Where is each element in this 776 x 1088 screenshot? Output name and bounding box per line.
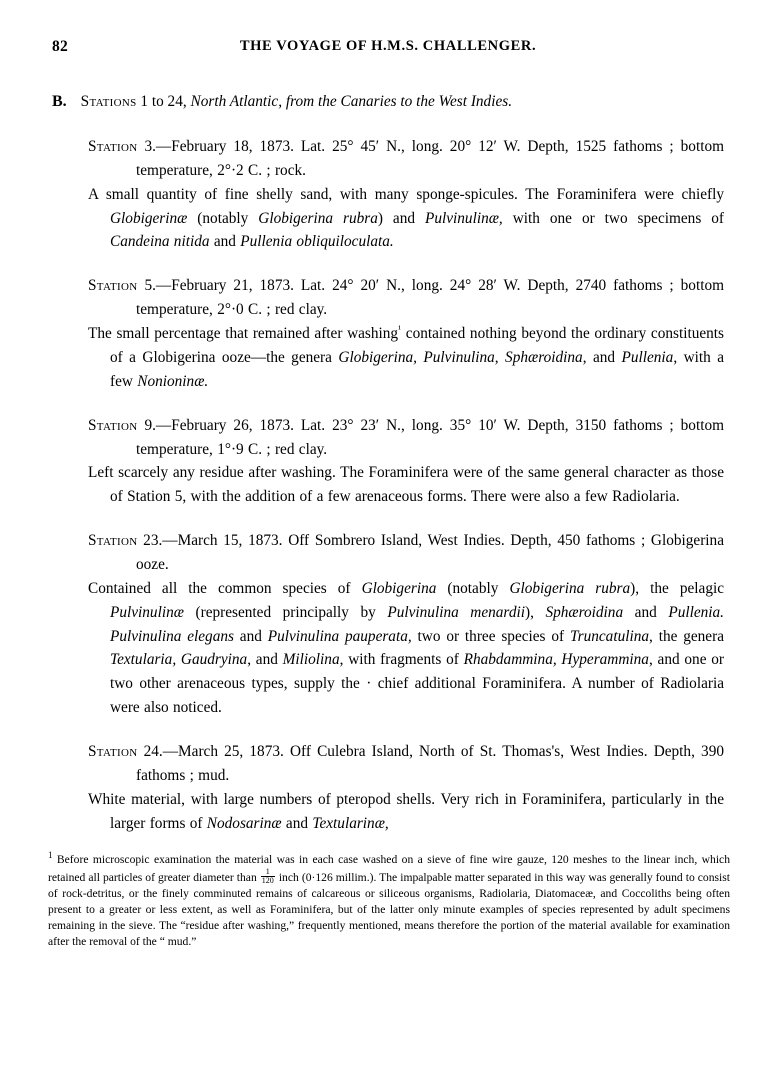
station-body-seg: Nonioninæ. — [137, 372, 209, 390]
station-body-seg: and — [209, 233, 241, 251]
station-label: Station — [88, 532, 138, 550]
page-number: 82 — [52, 38, 68, 55]
station-body-seg: and — [233, 627, 268, 645]
page-header — [0, 38, 776, 60]
station-body-seg: Rhabdammina, Hyperammina — [463, 651, 649, 669]
station-heading — [88, 414, 724, 462]
station-entry — [88, 529, 724, 720]
station-body-seg: Pullenia obliquiloculata. — [240, 233, 394, 251]
station-body-seg: Left scarcely any residue after washing. The Foraminifera were of the same general character as those of Station 5, with the addition of a few arenaceous forms. There were also a few Radiolaria. — [88, 464, 724, 506]
station-body-seg: White material, with large numbers of pteropod shells. Very rich in Foraminifera, particularly in the larger forms of — [88, 790, 724, 832]
station-body-seg: ) and — [377, 209, 425, 227]
station-body-seg: Textularinæ, — [312, 814, 389, 832]
station-body-seg: contained nothing beyond the ordinary constituents of a Globigerina ooze—the genera — [110, 325, 724, 366]
section-label-smallcaps: Stations — [80, 93, 137, 110]
station-body-seg: , the genera — [649, 627, 724, 645]
footnote-marker: 1 — [48, 850, 53, 861]
station-label: Station — [88, 277, 138, 295]
station-body-seg: , and — [582, 348, 622, 366]
footnote-text-part1: Before microscopic examination the material was in each case washed on a sieve of fine wire gauze, 120 meshes to the linear inch, which retained all particles of greater diameter than — [48, 853, 730, 885]
station-body-seg: two or three species of — [411, 627, 570, 645]
station-body-seg: Pulvinulinæ, — [425, 209, 503, 227]
section-label-rest: 1 to 24, — [140, 93, 187, 110]
station-body — [88, 322, 724, 394]
station-body-seg: ), the pelagic — [630, 579, 725, 597]
station-body-seg: (notably — [436, 579, 510, 597]
station-heading — [88, 740, 724, 788]
station-body-seg: Miliolina — [282, 651, 340, 669]
station-body-seg: Pulvinulina pauperata, — [267, 627, 412, 645]
station-label: Station — [88, 742, 138, 760]
station-body — [88, 461, 724, 509]
station-head-text: March 15, 1873. Off Sombrero Island, West Indies. Depth, 450 fathoms ; Globigerina ooze. — [136, 532, 724, 573]
station-body-seg: A small quantity of fine shelly sand, with many sponge-spicules. The Foraminifera were chiefly — [88, 185, 724, 203]
section-label-italic: North Atlantic, from the Canaries to the West Indies. — [190, 93, 513, 110]
station-body-seg: Truncatulina — [569, 627, 650, 645]
station-body-seg: Pullenia — [621, 348, 674, 366]
station-entry — [88, 135, 724, 254]
station-body-seg: Globigerinæ — [110, 209, 188, 227]
station-body-seg: , and one or two other arenaceous types, supply the · chief additional Foraminifera. A number of Radiolaria were also noticed. — [110, 651, 724, 717]
station-body-seg: Nodosarinæ — [206, 814, 282, 832]
station-head-text: February 18, 1873. Lat. 25° 45′ N., long. 20° 12′ W. Depth, 1525 fathoms ; bottom temperature, 2°·2 C. ; rock. — [136, 137, 724, 179]
station-head-text: February 21, 1873. Lat. 24° 20′ N., long. 24° 28′ W. Depth, 2740 fathoms ; bottom temperature, 2°·0 C. ; red clay. — [136, 277, 724, 319]
station-number: 23.— — [143, 532, 178, 550]
station-number: 9.— — [144, 416, 172, 434]
station-body-seg: Pulvinulinæ — [110, 603, 184, 621]
section-heading — [52, 90, 724, 115]
station-body-seg: , with a few — [110, 348, 724, 390]
station-label: Station — [88, 416, 138, 434]
station-body-seg: and — [623, 603, 669, 621]
station-body-seg: , and — [247, 651, 283, 669]
station-body-seg: Candeina nitida — [110, 233, 210, 251]
station-body-seg: Pullenia. — [668, 603, 724, 621]
station-body-seg: Globigerina rubra — [509, 579, 631, 597]
station-body-seg: Sphæroidina — [545, 603, 624, 621]
running-title: THE VOYAGE OF H.M.S. CHALLENGER. — [239, 38, 537, 54]
station-label: Station — [88, 137, 138, 155]
station-body-seg: Textularia, Gaudryina — [110, 651, 248, 669]
station-body-seg: The small percentage that remained after washing — [88, 325, 399, 343]
station-number: 5.— — [144, 277, 172, 295]
footnote — [48, 849, 730, 950]
station-body-seg: Pulvinulina elegans — [110, 627, 234, 645]
station-body-seg: (represented principally by — [183, 603, 388, 621]
station-entry — [88, 274, 724, 393]
fraction-denominator: 120 — [261, 876, 274, 886]
station-body-seg: with one or two specimens of — [502, 209, 724, 227]
station-body-seg: ), — [524, 603, 546, 621]
station-body-seg: Globigerina rubra — [258, 209, 378, 227]
station-head-text: March 25, 1873. Off Culebra Island, North of St. Thomas's, West Indies. Depth, 390 fathoms ; mud. — [136, 742, 725, 784]
page-content — [52, 90, 724, 835]
station-body-seg: (notably — [187, 209, 259, 227]
section-letter: B. — [52, 93, 67, 110]
station-entry — [88, 740, 724, 835]
station-number: 3.— — [144, 137, 172, 155]
station-body-seg: Contained all the common species of — [88, 579, 362, 597]
fraction-numerator: 1 — [261, 868, 275, 877]
station-body-seg: Globigerina, Pulvinulina, Sphæroidina — [338, 348, 583, 366]
station-heading — [88, 274, 724, 322]
station-heading — [88, 135, 724, 183]
footnote-reference: ¹ — [398, 323, 402, 335]
station-entry — [88, 414, 724, 509]
station-heading — [88, 529, 724, 577]
footnote-text-part2: inch (0·126 millim.). The impalpable matter separated in this way was generally found to consist of rock-detritus, or the finely comminuted remains of calcareous or siliceous organisms, Radiolaria, Diatomaceæ, and Coccoliths being often present to a greater or less extent, as well as Foraminifera, but of the latter only minute examples of species represented by adult specimens remaining in the sieve. The “residue after washing,” frequently mentioned, means therefore the portion of the material available for examination after the removal of the “ mud.” — [48, 871, 730, 949]
station-body — [88, 183, 724, 255]
station-body-seg: Globigerina — [361, 579, 437, 597]
station-head-text: February 26, 1873. Lat. 23° 23′ N., long. 35° 10′ W. Depth, 3150 fathoms ; bottom temperature, 1°·9 C. ; red clay. — [136, 416, 724, 458]
station-body-seg: , with fragments of — [339, 651, 464, 669]
fraction — [261, 868, 275, 885]
station-body — [88, 577, 724, 720]
station-body-seg: Pulvinulina menardii — [387, 603, 525, 621]
station-number: 24.— — [143, 742, 179, 760]
document-page — [0, 38, 776, 1088]
station-body-seg: and — [281, 814, 313, 832]
station-body — [88, 788, 724, 836]
